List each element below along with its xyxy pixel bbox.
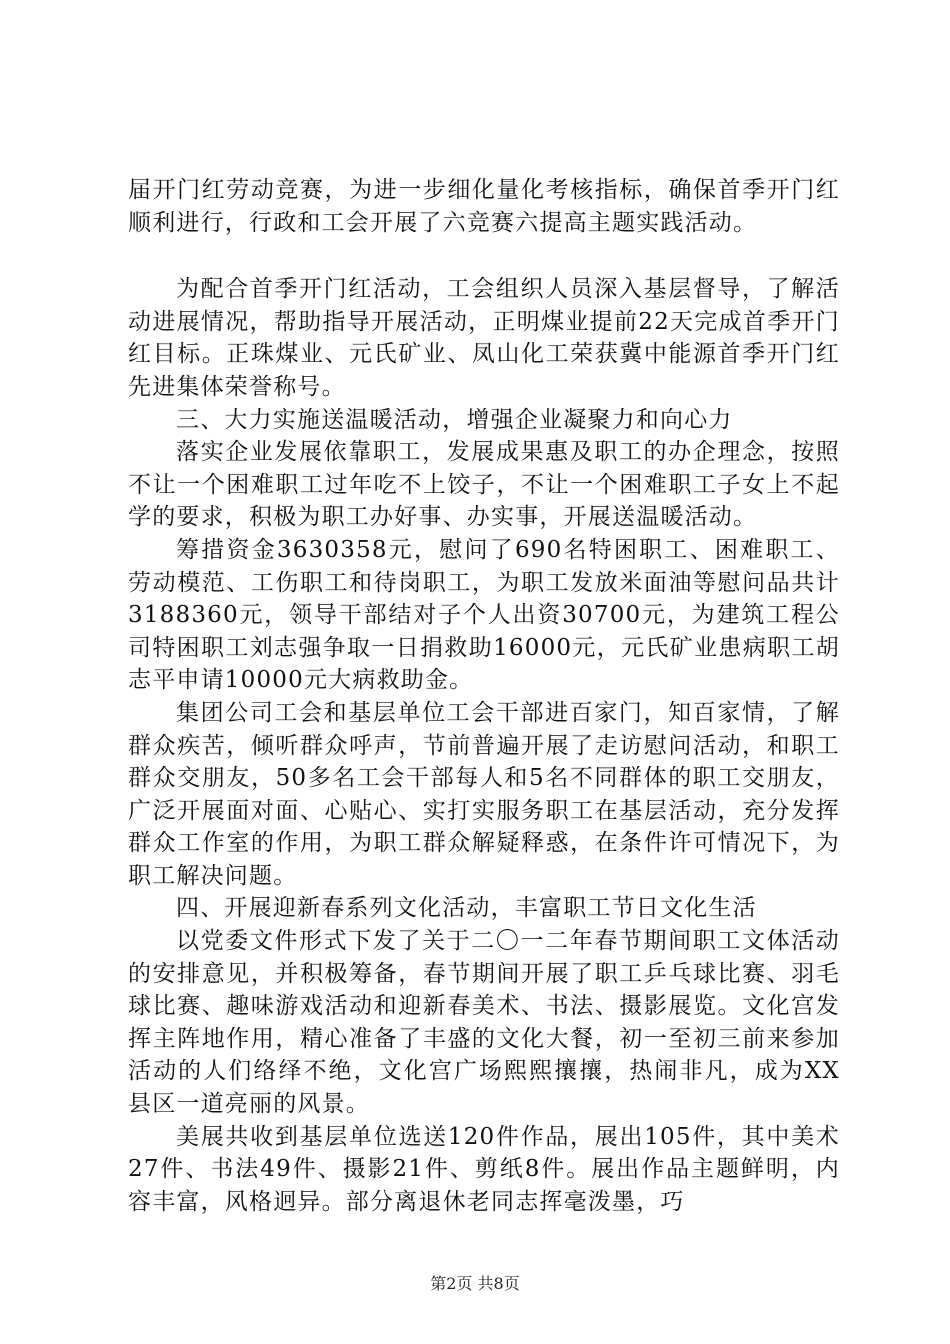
- paragraph-warmth-policy: 落实企业发展依靠职工，发展成果惠及职工的办企理念，按照不让一个困难职工过年吃不上饺子，不让一个困难职工子女上不起学的要求，积极为职工办好事、办实事，开展送温暖活动。: [128, 439, 840, 531]
- paragraph-supervision: 为配合首季开门红活动，工会组织人员深入基层督导，了解活动进展情况，帮助指导开展活动，正明煤业提前22天完成首季开门红目标。正珠煤业、元氏矿业、凤山化工荣获冀中能源首季开门红先进集体荣誉称号。: [128, 276, 840, 400]
- section-heading-4: 四、开展迎新春系列文化活动，丰富职工节日文化生活: [176, 895, 757, 922]
- paragraph-funds: 筹措资金3630358元，慰问了690名特困职工、困难职工、劳动模范、工伤职工和待岗职工，为职工发放米面油等慰问品共计3188360元，领导干部结对子个人出资30700元，为建筑工程公司特困职工刘志强争取一日捐救助16000元，元氏矿业患病职工胡志平申请10000元大病救助金。: [128, 536, 840, 694]
- paragraph-art-exhibition: 美展共收到基层单位选送120件作品，展出105件，其中美术27件、书法49件、摄影21件、剪纸8件。展出作品主题鲜明，内容丰富，风格迥异。部分离退休老同志挥毫泼墨，巧: [128, 1123, 840, 1215]
- paragraph-visits: 集团公司工会和基层单位工会干部进百家门，知百家情，了解群众疾苦，倾听群众呼声，节前普遍开展了走访慰问活动，和职工群众交朋友，50多名工会干部每人和5名不同群体的职工交朋友，广泛开展面对面、心贴心、实打实服务职工在基层活动，充分发挥群众工作室的作用，为职工群众解疑释惑，在条件许可情况下，为职工解决问题。: [128, 699, 840, 889]
- document-body: [128, 174, 840, 1218]
- paragraph-continuation: 届开门红劳动竞赛，为进一步细化量化考核指标，确保首季开门红顺利进行，行政和工会开展了六竞赛六提高主题实践活动。: [128, 177, 840, 236]
- section-heading-3: 三、大力实施送温暖活动，增强企业凝聚力和向心力: [176, 406, 733, 433]
- page-number-footer: 第2页 共8页: [430, 1274, 520, 1293]
- paragraph-spring-festival: 以党委文件形式下发了关于二〇一二年春节期间职工文体活动的安排意见，并积极筹备，春节期间开展了职工乒乓球比赛、羽毛球比赛、趣味游戏活动和迎新春美术、书法、摄影展览。文化宫发挥主阵地作用，精心准备了丰盛的文化大餐，初一至初三前来参加活动的人们络绎不绝，文化宫广场熙熙攘攘，热闹非凡，成为XX县区一道亮丽的风景。: [128, 928, 840, 1118]
